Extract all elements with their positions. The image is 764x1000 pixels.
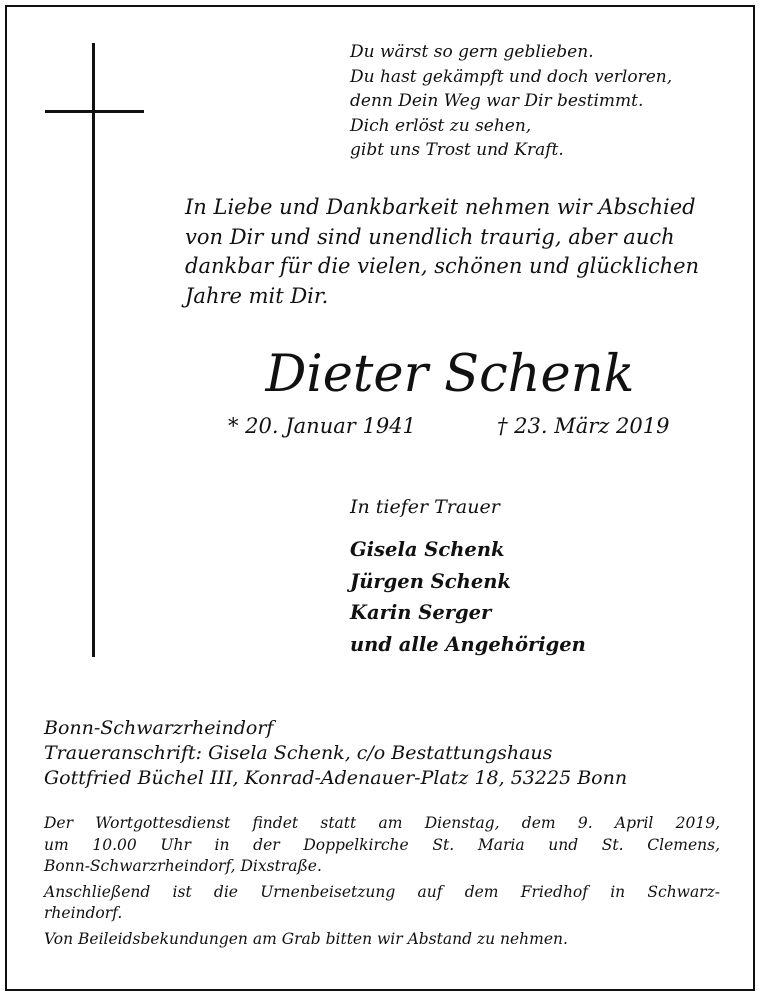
burial-line: rheindorf. — [44, 904, 123, 922]
poem-line: denn Dein Weg war Dir bestimmt. — [350, 91, 644, 111]
mourner-name: und alle Angehörigen — [350, 632, 586, 656]
farewell-line: Jahre mit Dir. — [185, 283, 329, 308]
service-line: Bonn-Schwarzrheindorf, Dixstraße. — [44, 857, 322, 875]
birth-date: * 20. Januar 1941 — [228, 414, 416, 438]
mourner-name: Jürgen Schenk — [350, 569, 511, 593]
condolence-note: Von Beileidsbekundungen am Grab bitten wir Abstand zu nehmen. — [44, 929, 568, 948]
poem-line: Du hast gekämpft und doch verloren, — [350, 66, 673, 87]
address-line: Gottfried Büchel III, Konrad-Adenauer-Platz 18, 53225 Bonn — [44, 767, 628, 789]
service-info — [44, 813, 720, 950]
poem-line: gibt uns Trost und Kraft. — [350, 140, 564, 160]
address-line: Bonn-Schwarzrheindorf — [44, 717, 274, 739]
mourner-name: Gisela Schenk — [350, 538, 505, 561]
farewell-line: von Dir und sind unendlich traurig, aber auch — [185, 224, 675, 249]
mourning-address — [44, 716, 627, 791]
deceased-name: Dieter Schenk — [265, 345, 635, 404]
death-date: † 23. März 2019 — [497, 414, 670, 438]
service-line: um 10.00 Uhr in der Doppelkirche St. Maria und St. Clemens, — [44, 835, 720, 854]
poem-line: Dich erlöst zu sehen, — [350, 115, 532, 136]
poem — [350, 40, 672, 163]
service-line: Der Wortgottesdienst findet statt am Dienstag, dem 9. April 2019, — [44, 814, 720, 832]
burial-line: Anschließend ist die Urnenbeisetzung auf dem Friedhof in Schwarz- — [44, 882, 720, 901]
mourning-label: In tiefer Trauer — [350, 496, 500, 518]
farewell-text — [185, 193, 699, 311]
cross-horizontal-bar — [45, 110, 144, 113]
address-line: Traueranschrift: Gisela Schenk, c/o Bestattungshaus — [44, 742, 553, 764]
farewell-line: dankbar für die vielen, schönen und glücklichen — [185, 254, 700, 278]
poem-line: Du wärst so gern geblieben. — [350, 42, 594, 62]
mourner-name: Karin Serger — [350, 601, 492, 624]
mourners-list — [350, 534, 586, 660]
farewell-line: In Liebe und Dankbarkeit nehmen wir Abschied — [185, 195, 696, 219]
